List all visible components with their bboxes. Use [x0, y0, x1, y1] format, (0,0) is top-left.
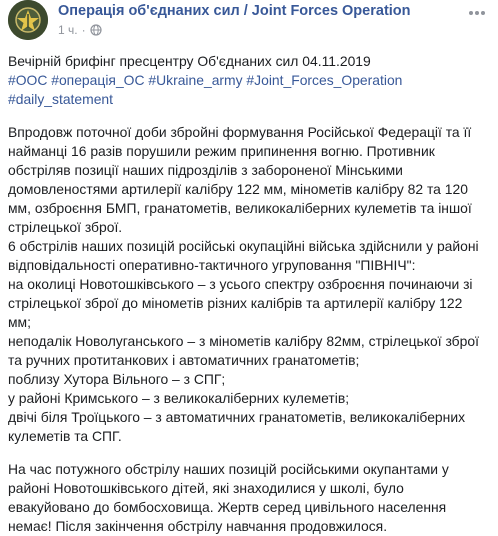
text-line: евакуйовано до бомбосховища. Жертв серед цивільного населення [8, 499, 447, 515]
post-time[interactable]: 1 ч. [58, 23, 78, 37]
text-line: немає! Після закінчення обстрілу навчання продовжилося. [8, 518, 388, 534]
text-line: мм; [8, 314, 31, 330]
globe-icon[interactable] [90, 24, 102, 36]
hashtags [8, 71, 490, 109]
text-line: домовленостями артилерії калібру 122 мм, мінометів калібру 82 та 120 [8, 181, 468, 197]
text-line: та ручних протитанкових і автоматичних гранатометів; [8, 352, 360, 368]
paragraph-1 [8, 123, 490, 446]
text-line: 6 обстрілів наших позицій російські окупаційні війська здійснили у районі [8, 238, 479, 254]
text-line: неподалік Новолуганського – з мінометів калібру 82мм, стрілецької зброї [8, 333, 479, 349]
text-line: Впродовж поточної доби збройні формування Російської Федерації та її [8, 124, 472, 140]
post-title-line: Вечірній брифінг пресцентру Об'єднаних сил 04.11.2019 [8, 53, 371, 69]
hashtag[interactable]: #ООС [8, 72, 48, 88]
jfo-emblem-icon [8, 0, 48, 40]
post-body [8, 52, 490, 536]
text-line: обстріляв позиції наших підрозділів з забороненої Мінськими [8, 162, 403, 178]
ellipsis-icon [464, 6, 490, 20]
hashtag[interactable]: #операція_ОС [51, 72, 145, 88]
more-options-button[interactable] [464, 6, 490, 20]
text-line: відповідальності оперативно-тактичного угруповання "ПІВНІЧ": [8, 257, 416, 273]
text-line: поблизу Хутора Вільного – з СПГ; [8, 371, 226, 387]
text-line: На час потужного обстрілу наших позицій російськими окупантами у [8, 461, 449, 477]
text-line: стрілецької зброї. [8, 219, 123, 235]
text-line: у районі Кримського – з великокаліберних кулеметів; [8, 390, 350, 406]
text-line: на околиці Новотошківського – з усього спектру озброєння починаючи зі [8, 276, 473, 292]
hashtag[interactable]: #daily_statement [8, 91, 114, 107]
text-line: стрілецької зброї до мінометів різних калібрів та артилерії калібру 122 [8, 295, 463, 311]
post-meta [58, 23, 102, 37]
text-line: найманці 16 разів порушили режим припинення вогню. Противник [8, 143, 435, 159]
separator-dot: · [81, 23, 86, 37]
text-line: кулеметів та СПГ. [8, 428, 122, 444]
paragraph-2 [8, 460, 490, 536]
text-line: районі Новотошківського дітей, які знаходилися у школі, було [8, 480, 404, 496]
page-name-link[interactable]: Операція об'єднаних сил / Joint Forces Operation [58, 3, 411, 19]
text-line: двічі біля Троїцького – з автоматичних гранатометів, великокаліберних [8, 409, 466, 425]
hashtag[interactable]: #Ukraine_army [148, 72, 243, 88]
text-line: мм, озброєння БМП, гранатометів, великокаліберних кулеметів та іншої [8, 200, 472, 216]
post-header [8, 0, 490, 44]
page-avatar[interactable] [8, 0, 48, 40]
hashtag[interactable]: #Joint_Forces_Operation [246, 72, 403, 88]
